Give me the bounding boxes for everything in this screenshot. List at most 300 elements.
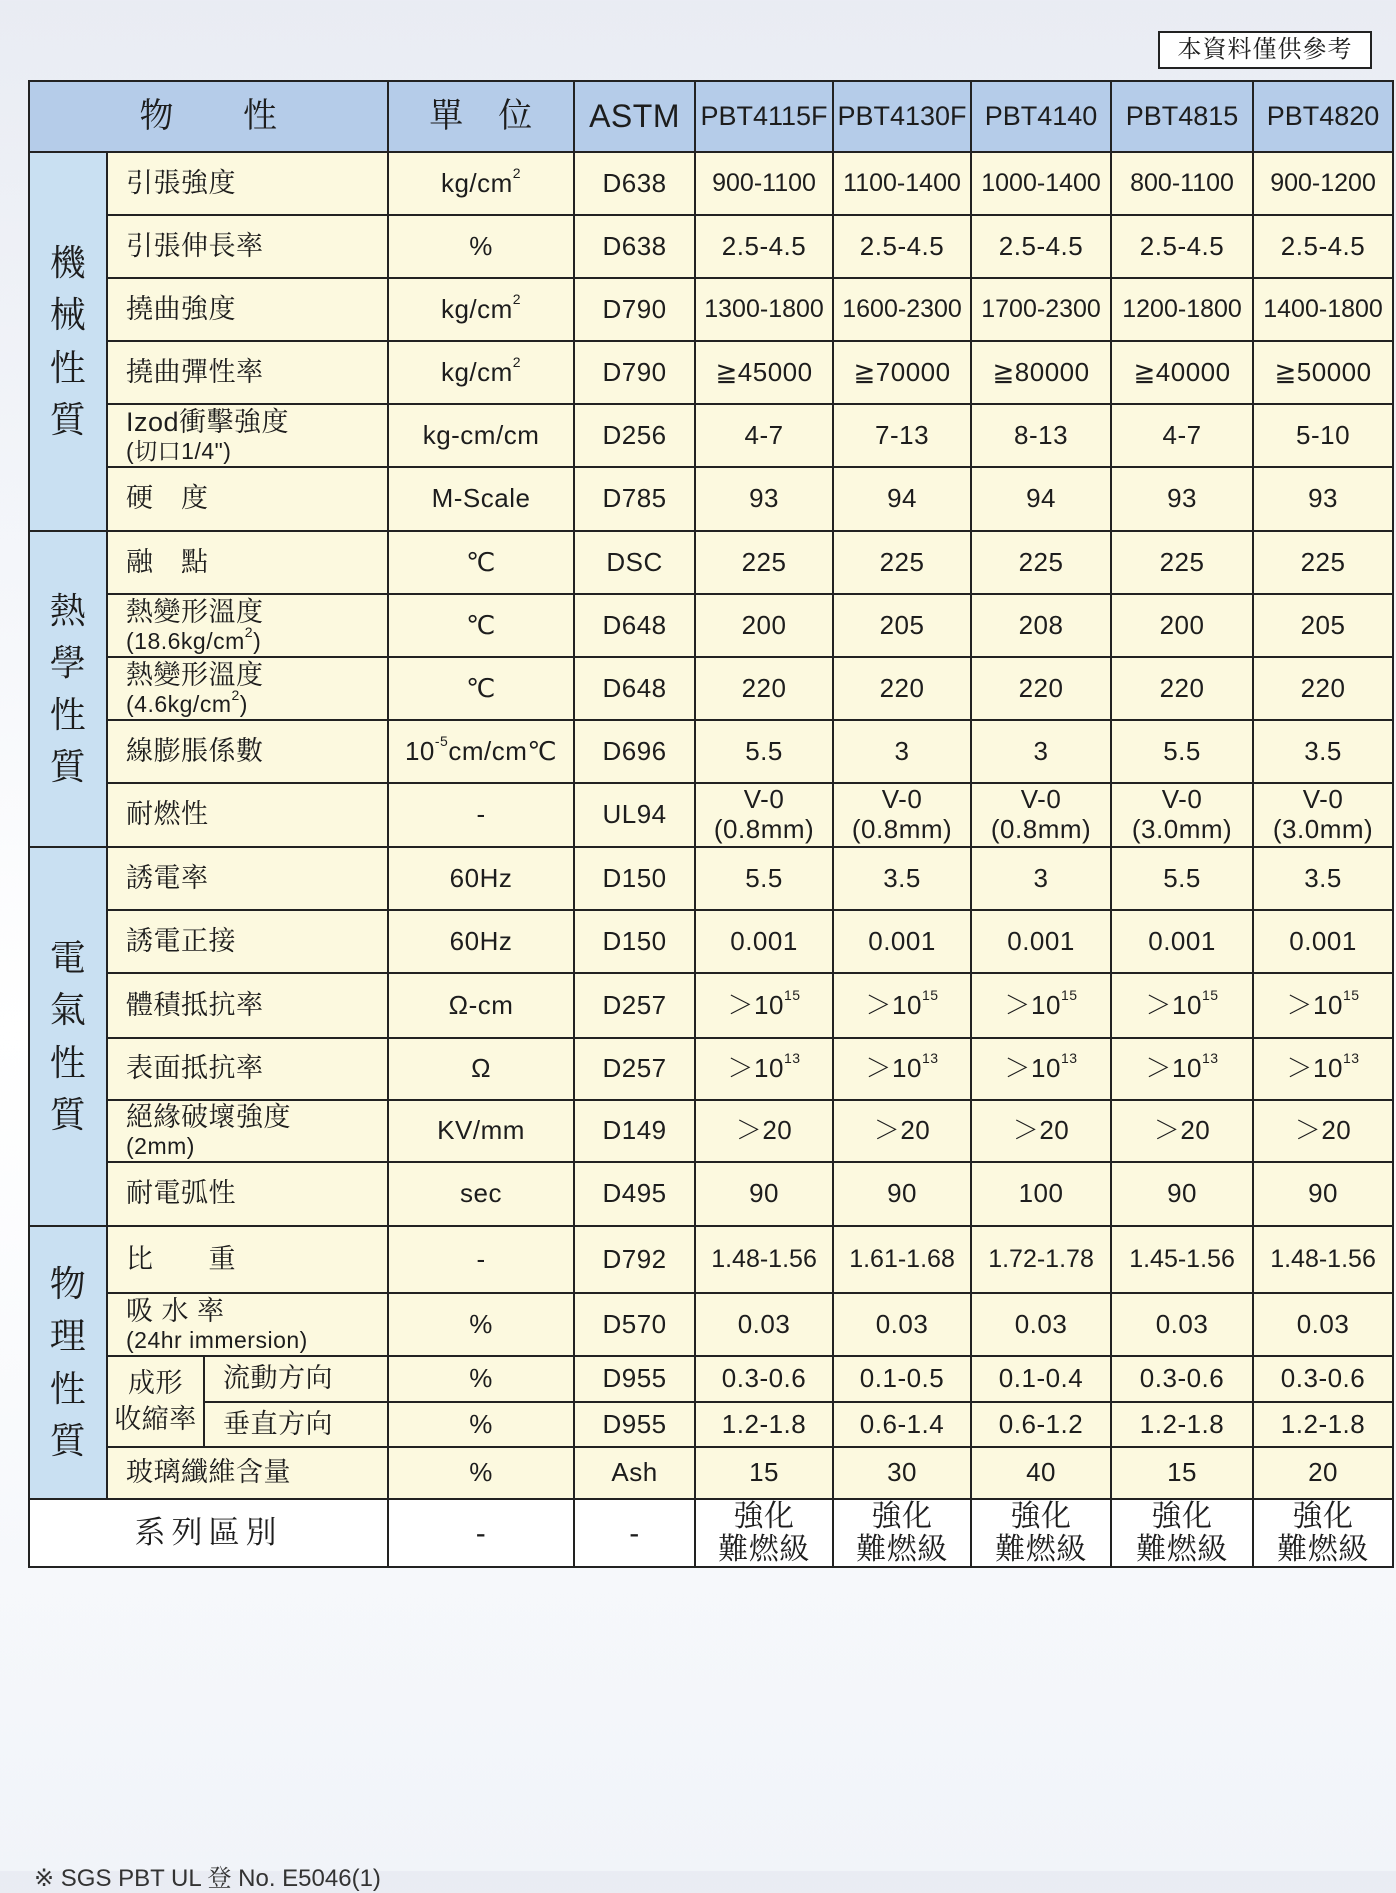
series-grade-line1: 強化 (1010, 1500, 1072, 1533)
electrical-row (29, 847, 1393, 910)
value-cell (833, 152, 971, 215)
value-text: 2.5-4.5 (859, 230, 945, 261)
series-grade-line2: 難燃級 (995, 1533, 1087, 1566)
astm-cell: D570 (574, 1293, 695, 1356)
mechanical-row (29, 467, 1393, 531)
value-text: ＞20 (873, 1115, 931, 1146)
property-name-sub-text: (4.6kg/cm (126, 690, 232, 717)
value-cell (971, 910, 1111, 973)
value-cell-exponent: 13 (1201, 1050, 1219, 1067)
value-text: 8-13 (1014, 419, 1069, 450)
shrinkage-label-1: 成形 (128, 1368, 183, 1399)
value-text-2: (3.0mm) (1131, 814, 1233, 844)
value-cell (833, 657, 971, 720)
property-name-sub-text: (2mm) (126, 1133, 195, 1160)
value-cell (833, 1226, 971, 1293)
value-cell-base: ＞10 (1004, 1053, 1061, 1084)
property-name (107, 467, 388, 531)
shrinkage-label (107, 1356, 204, 1447)
group-char: 質 (49, 398, 87, 440)
value-text: 225 (741, 546, 787, 577)
unit-cell (388, 341, 574, 404)
value-cell-base: ＞10 (1004, 989, 1061, 1020)
series-row (29, 1499, 1393, 1567)
value-text: ＞20 (1294, 1115, 1352, 1146)
value-text: 2.5-4.5 (1139, 230, 1225, 261)
value-cell (971, 973, 1111, 1038)
series-unit: - (388, 1499, 574, 1567)
value-cell (695, 1162, 833, 1226)
value-cell (1253, 1226, 1393, 1293)
value-text: 0.03 (1296, 1308, 1350, 1339)
property-name-main: 玻璃纖維含量 (126, 1457, 291, 1488)
property-name (107, 720, 388, 783)
astm-cell: D648 (574, 657, 695, 720)
property-name-sub-text: (24hr immersion) (126, 1326, 308, 1353)
property-name-main: 體積抵抗率 (126, 989, 264, 1020)
value-text: ≧45000 (715, 356, 813, 387)
property-name-main: 線膨脹係數 (126, 735, 264, 766)
unit-cell: % (388, 1447, 574, 1499)
value-text: 900-1200 (1270, 169, 1376, 198)
value-cell (695, 783, 833, 847)
series-grade (1111, 1499, 1253, 1567)
series-grade-line1: 強化 (1151, 1500, 1213, 1533)
astm-cell: D790 (574, 278, 695, 341)
series-grade-line2: 難燃級 (856, 1533, 948, 1566)
astm-cell: D257 (574, 1038, 695, 1100)
value-cell (833, 215, 971, 278)
group-char: 理 (49, 1315, 87, 1357)
value-cell (1111, 910, 1253, 973)
astm-cell: D785 (574, 467, 695, 531)
value-text: V-0 (1161, 784, 1203, 815)
property-name-main: 誘電率 (126, 862, 209, 893)
value-cell (1253, 1402, 1393, 1447)
astm-cell: D638 (574, 152, 695, 215)
value-cell-exponent: 15 (1342, 986, 1360, 1003)
property-name (107, 910, 388, 973)
unit-cell-base: kg/cm (440, 167, 513, 198)
value-cell-base: ＞10 (1286, 1053, 1343, 1084)
value-text: 5-10 (1296, 419, 1351, 450)
physical-row (29, 1356, 1393, 1402)
unit-cell-rest: cm/cm℃ (448, 735, 558, 766)
value-cell-exponent: 13 (783, 1050, 801, 1067)
value-text: 1.45-1.56 (1129, 1245, 1235, 1274)
value-cell (971, 847, 1111, 910)
value-text: 2.5-4.5 (998, 230, 1084, 261)
series-grade-line2: 難燃級 (1277, 1533, 1369, 1566)
series-grade-line1: 強化 (871, 1500, 933, 1533)
group-char: 性 (49, 1367, 87, 1409)
value-text: 93 (1167, 483, 1197, 514)
electrical-row (29, 973, 1393, 1038)
unit-cell (388, 720, 574, 783)
value-cell (833, 531, 971, 594)
thermal-row (29, 783, 1393, 847)
value-text: 0.001 (730, 925, 798, 956)
value-cell (1111, 720, 1253, 783)
electrical-row (29, 1162, 1393, 1226)
value-text: 220 (879, 672, 925, 703)
astm-cell: D149 (574, 1100, 695, 1162)
unit-cell: % (388, 1402, 574, 1447)
value-cell (971, 1100, 1111, 1162)
property-name-sub-exponent: 2 (231, 686, 240, 703)
property-name-main: 耐燃性 (126, 799, 209, 830)
header-unit: 單 位 (388, 81, 574, 152)
value-text: 1.61-1.68 (849, 1245, 955, 1274)
unit-cell: ℃ (388, 657, 574, 720)
value-text: 90 (749, 1178, 779, 1209)
value-text: 5.5 (745, 735, 783, 766)
astm-cell: D955 (574, 1402, 695, 1447)
value-text: 0.001 (868, 925, 936, 956)
value-text: 94 (887, 483, 917, 514)
value-text: 900-1100 (712, 169, 816, 198)
astm-cell: D256 (574, 404, 695, 467)
physical-row (29, 1402, 1393, 1447)
property-name-main: 撓曲強度 (126, 293, 236, 324)
value-text: 100 (1018, 1178, 1064, 1209)
value-text: 4-7 (1162, 419, 1202, 450)
property-name-main: Izod衝擊強度 (126, 406, 290, 437)
mechanical-row (29, 278, 1393, 341)
value-text: 205 (879, 609, 925, 640)
value-cell (695, 152, 833, 215)
unit-cell-base: 10 (404, 735, 435, 766)
value-text: 1.48-1.56 (711, 1245, 817, 1274)
value-text: 0.03 (737, 1308, 791, 1339)
value-text: 220 (1300, 672, 1346, 703)
value-cell (971, 1356, 1111, 1402)
astm-cell: D790 (574, 341, 695, 404)
value-cell (1111, 783, 1253, 847)
property-name-sub-end: ) (253, 627, 262, 654)
value-cell (833, 1038, 971, 1100)
unit-cell: ℃ (388, 531, 574, 594)
property-name (107, 341, 388, 404)
value-text: V-0 (1020, 784, 1062, 815)
value-cell (1253, 594, 1393, 657)
value-cell (695, 531, 833, 594)
value-text: V-0 (1302, 784, 1344, 815)
value-cell-exponent: 15 (1060, 986, 1078, 1003)
value-cell (695, 1356, 833, 1402)
value-cell (1111, 152, 1253, 215)
group-char: 熱 (49, 589, 87, 631)
mechanical-group-label (29, 152, 107, 531)
value-cell (695, 910, 833, 973)
value-text: ≧50000 (1274, 356, 1372, 387)
value-cell (1253, 657, 1393, 720)
property-name (107, 404, 388, 467)
group-char: 械 (49, 294, 87, 336)
value-text: ＞20 (1153, 1115, 1211, 1146)
value-cell-exponent: 13 (921, 1050, 939, 1067)
value-cell-exponent: 13 (1060, 1050, 1078, 1067)
unit-cell: % (388, 1293, 574, 1356)
property-name-sub (126, 623, 387, 654)
physical-row (29, 1293, 1393, 1356)
value-cell (695, 973, 833, 1038)
value-cell (971, 1402, 1111, 1447)
value-cell-base: ＞10 (727, 1053, 784, 1084)
series-grade (1253, 1499, 1393, 1567)
unit-cell: KV/mm (388, 1100, 574, 1162)
value-text: 3 (1033, 862, 1049, 893)
unit-cell: sec (388, 1162, 574, 1226)
value-cell (1111, 1100, 1253, 1162)
value-text: ＞20 (735, 1115, 793, 1146)
unit-cell-base: kg/cm (440, 356, 513, 387)
group-char: 機 (49, 242, 87, 284)
value-cell-base: ＞10 (727, 989, 784, 1020)
astm-cell: D150 (574, 910, 695, 973)
value-cell (695, 594, 833, 657)
unit-cell: % (388, 215, 574, 278)
unit-cell: ℃ (388, 594, 574, 657)
value-cell (971, 341, 1111, 404)
value-text: 15 (1167, 1457, 1197, 1488)
value-text: V-0 (743, 784, 785, 815)
value-cell (833, 783, 971, 847)
value-cell (833, 973, 971, 1038)
property-name-sub-exponent: 2 (244, 623, 254, 640)
series-astm: - (574, 1499, 695, 1567)
value-text: ≧70000 (853, 356, 951, 387)
unit-cell: M-Scale (388, 467, 574, 531)
value-cell-exponent: 13 (1342, 1050, 1360, 1067)
astm-cell: D150 (574, 847, 695, 910)
value-cell (833, 594, 971, 657)
value-text: ＞20 (1012, 1115, 1070, 1146)
unit-cell-exponent: 2 (512, 290, 522, 307)
property-name-sub (126, 1327, 387, 1353)
value-text: 2.5-4.5 (721, 230, 807, 261)
value-cell (695, 1100, 833, 1162)
pbt-properties-table (28, 80, 1394, 1568)
header-product: PBT4820 (1253, 81, 1393, 152)
property-name-main: 誘電正接 (126, 925, 236, 956)
value-cell (1111, 341, 1253, 404)
property-name-sub (126, 1133, 387, 1159)
value-text: 200 (741, 609, 787, 640)
astm-cell: D257 (574, 973, 695, 1038)
value-cell (1253, 783, 1393, 847)
value-cell (971, 657, 1111, 720)
value-text: 0.03 (1155, 1308, 1209, 1339)
unit-cell: Ω (388, 1038, 574, 1100)
thermal-row (29, 720, 1393, 783)
value-text: 0.03 (875, 1308, 929, 1339)
value-cell (1111, 531, 1253, 594)
value-cell (1111, 1402, 1253, 1447)
property-name (107, 594, 388, 657)
value-cell-base: ＞10 (1145, 989, 1202, 1020)
value-text: 1400-1800 (1263, 295, 1383, 324)
value-cell (1111, 1226, 1253, 1293)
value-cell (833, 278, 971, 341)
value-text-2: (0.8mm) (990, 814, 1092, 844)
group-char: 學 (49, 641, 87, 683)
property-name (107, 152, 388, 215)
value-cell (1253, 341, 1393, 404)
value-text: 5.5 (745, 862, 783, 893)
property-name (107, 1100, 388, 1162)
value-text: 208 (1018, 609, 1064, 640)
value-cell (1111, 1447, 1253, 1499)
group-char: 質 (49, 1419, 87, 1461)
value-text: 3 (1033, 735, 1049, 766)
unit-cell (388, 278, 574, 341)
series-label: 系列區別 (29, 1499, 388, 1567)
value-cell-base: ＞10 (865, 989, 922, 1020)
value-cell (1253, 531, 1393, 594)
value-text: 225 (1018, 546, 1064, 577)
group-char: 電 (49, 937, 87, 979)
series-grade (833, 1499, 971, 1567)
value-cell (971, 594, 1111, 657)
property-name-main: 熱變形溫度 (126, 596, 264, 627)
value-text: 1000-1400 (981, 169, 1101, 198)
value-cell (971, 1293, 1111, 1356)
value-cell (695, 1226, 833, 1293)
value-cell (833, 847, 971, 910)
header-product: PBT4130F (833, 81, 971, 152)
value-cell (695, 1038, 833, 1100)
value-cell (1253, 973, 1393, 1038)
property-name (107, 973, 388, 1038)
group-char: 質 (49, 1093, 87, 1135)
value-text: 220 (741, 672, 787, 703)
property-name (107, 1038, 388, 1100)
value-text: 15 (749, 1457, 779, 1488)
thermal-group-label (29, 531, 107, 847)
property-name-sub-text: (切口1/4") (126, 437, 232, 464)
value-cell (833, 1162, 971, 1226)
value-text: 1300-1800 (704, 295, 824, 324)
value-cell (1111, 467, 1253, 531)
series-grade-line2: 難燃級 (1136, 1533, 1228, 1566)
value-text: 40 (1026, 1457, 1056, 1488)
property-name-main: 撓曲彈性率 (126, 356, 264, 387)
property-name (107, 847, 388, 910)
shrinkage-direction: 垂直方向 (204, 1402, 388, 1447)
value-cell (971, 152, 1111, 215)
value-text-2: (0.8mm) (851, 814, 953, 844)
value-cell (1253, 467, 1393, 531)
value-cell (833, 1447, 971, 1499)
unit-cell: 60Hz (388, 910, 574, 973)
astm-cell: DSC (574, 531, 695, 594)
property-name-main: 吸 水 率 (126, 1295, 225, 1326)
group-char: 性 (49, 346, 87, 388)
value-cell (833, 341, 971, 404)
value-cell (971, 1038, 1111, 1100)
electrical-row (29, 1038, 1393, 1100)
value-cell (1111, 1293, 1253, 1356)
property-name-sub (126, 686, 387, 717)
value-cell (1111, 657, 1253, 720)
value-cell (695, 1402, 833, 1447)
unit-cell: kg-cm/cm (388, 404, 574, 467)
value-text: 30 (887, 1457, 917, 1488)
unit-cell: Ω-cm (388, 973, 574, 1038)
header-property: 物 性 (29, 81, 388, 152)
property-name (107, 1162, 388, 1226)
value-cell (1253, 847, 1393, 910)
value-text: 20 (1308, 1457, 1338, 1488)
value-text-2: (0.8mm) (713, 814, 815, 844)
group-char: 質 (49, 746, 87, 788)
value-cell-exponent: 15 (783, 986, 801, 1003)
value-text: 0.03 (1014, 1308, 1068, 1339)
reference-only-note: 本資料僅供參考 (1158, 31, 1372, 69)
astm-cell: UL94 (574, 783, 695, 847)
value-text: 1600-2300 (842, 295, 962, 324)
value-text: 1200-1800 (1122, 295, 1242, 324)
property-name-main: 融 點 (126, 546, 209, 577)
value-cell (971, 1447, 1111, 1499)
value-text: 225 (1159, 546, 1205, 577)
value-text: 1.2-1.8 (1280, 1408, 1366, 1439)
value-cell (1253, 1038, 1393, 1100)
value-cell-base: ＞10 (1286, 989, 1343, 1020)
property-name-main: 絕緣破壞強度 (126, 1102, 291, 1133)
property-name-main: 引張強度 (126, 167, 236, 198)
value-cell (695, 720, 833, 783)
shrinkage-label-2: 收縮率 (114, 1403, 197, 1434)
value-cell-exponent: 15 (1201, 986, 1219, 1003)
value-text: ≧80000 (992, 356, 1090, 387)
property-name-main: 表面抵抗率 (126, 1053, 264, 1084)
value-cell (1111, 847, 1253, 910)
value-text: 3 (894, 735, 910, 766)
value-text: 94 (1026, 483, 1056, 514)
value-text: 1.2-1.8 (1139, 1408, 1225, 1439)
value-cell (971, 404, 1111, 467)
value-text: 1700-2300 (981, 295, 1101, 324)
mechanical-row (29, 404, 1393, 467)
electrical-row (29, 1100, 1393, 1162)
value-cell (1111, 278, 1253, 341)
value-cell (695, 1447, 833, 1499)
unit-cell: - (388, 783, 574, 847)
value-cell (833, 1356, 971, 1402)
value-cell (1253, 910, 1393, 973)
header-product: PBT4140 (971, 81, 1111, 152)
value-cell (971, 1162, 1111, 1226)
astm-cell: D648 (574, 594, 695, 657)
property-name (107, 215, 388, 278)
series-grade-line1: 強化 (1292, 1500, 1354, 1533)
value-text: 0.1-0.4 (998, 1363, 1084, 1394)
value-cell (1253, 1447, 1393, 1499)
value-cell (695, 341, 833, 404)
value-cell (1111, 1356, 1253, 1402)
electrical-row (29, 910, 1393, 973)
unit-cell-exponent: 2 (512, 353, 522, 370)
value-cell (971, 1226, 1111, 1293)
series-grade-line2: 難燃級 (718, 1533, 810, 1566)
header-product: PBT4115F (695, 81, 833, 152)
value-text: V-0 (881, 784, 923, 815)
thermal-row (29, 594, 1393, 657)
thermal-row (29, 531, 1393, 594)
value-cell (833, 910, 971, 973)
